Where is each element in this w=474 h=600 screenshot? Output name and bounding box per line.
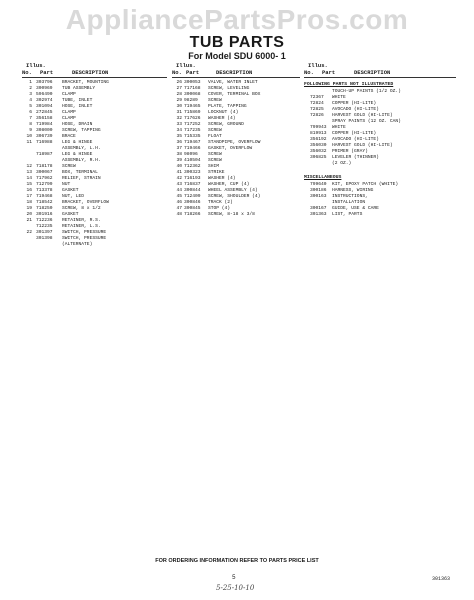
illus-no: 39 — [176, 158, 182, 163]
description: SWITCH, PRESSURE — [62, 230, 107, 235]
description: TUBE, INLET — [62, 98, 93, 103]
header-rule — [304, 77, 456, 78]
part-no: 712409 — [184, 194, 201, 199]
part-no: 596490 — [36, 92, 53, 97]
part-no: 715869 — [184, 110, 201, 115]
illus-no: 40 — [176, 164, 182, 169]
illus-no: 38 — [176, 152, 182, 157]
table-row — [304, 161, 456, 167]
part-no: 98096 — [184, 152, 198, 157]
illus-no: 17 — [26, 194, 32, 199]
illus-no: 4 — [29, 98, 32, 103]
description: RELIEF, STRAIN — [62, 176, 101, 181]
description: WHEEL ASSEMBLY (4) — [208, 188, 258, 193]
part-no: 272845 — [36, 110, 53, 115]
description: BRACKET, OVERFLOW — [62, 200, 109, 205]
description: SCREW — [208, 98, 222, 103]
part-no: 713378 — [36, 188, 53, 193]
section-heading-not-illustrated: FOLLOWING PARTS NOT ILLUSTRATED — [304, 82, 394, 87]
description: ASSEMBLY, L.H. — [62, 146, 101, 151]
part-no: 717235 — [184, 128, 201, 133]
part-no: 712362 — [184, 164, 201, 169]
description: SCREW, GROUND — [208, 122, 244, 127]
illus-no: 29 — [176, 98, 182, 103]
part-no: 712236 — [36, 218, 53, 223]
part-no: 718266 — [184, 212, 201, 217]
description: TOUCH-UP PAINTS (1/2 OZ.) — [332, 89, 401, 94]
page-title: TUB PARTS — [189, 34, 285, 51]
description: SWITCH, PRESSURE — [62, 236, 107, 241]
description: SCREW — [62, 164, 76, 169]
description: HARVEST GOLD (HI-LITE) — [332, 113, 393, 118]
illus-no: 9 — [29, 128, 32, 133]
description: INSTALLATION — [332, 200, 366, 205]
part-no: 715335 — [184, 134, 201, 139]
part-no: 719466 — [184, 146, 201, 151]
parts-column-3 — [304, 63, 456, 218]
description: GUIDE, USE & CARE — [332, 206, 379, 211]
illus-no: 5 — [29, 104, 32, 109]
part-no: 799943 — [310, 125, 327, 130]
part-no: 300163 — [310, 194, 327, 199]
parts-column-2 — [172, 63, 300, 218]
illus-no: 8 — [29, 122, 32, 127]
parts-list — [304, 89, 456, 167]
part-no: 300067 — [36, 170, 53, 175]
illus-no: 1 — [29, 80, 32, 85]
illus-no: 36 — [176, 140, 182, 145]
ordering-footer: FOR ORDERING INFORMATION REFER TO PARTS PRICE LIST — [155, 558, 319, 564]
part-no: 719465 — [184, 104, 201, 109]
description: WASHER (4) — [208, 176, 236, 181]
part-no: 300167 — [310, 206, 327, 211]
illus-no: 26 — [176, 80, 182, 85]
description: LOCKNUT (4) — [208, 110, 239, 115]
part-no: 719467 — [184, 140, 201, 145]
description: FLOAT — [208, 134, 222, 139]
description: NUT, LED — [62, 194, 85, 199]
illus-no: 42 — [176, 176, 182, 181]
description: SCREW, SHOULDER (4) — [208, 194, 261, 199]
description: AVOCADO (HI-LITE) — [332, 107, 379, 112]
description: HOSE, INLET — [62, 104, 93, 109]
part-no: 72826 — [310, 113, 324, 118]
description: HARVEST GOLD (HI-LITE) — [332, 143, 393, 148]
illus-no: 32 — [176, 116, 182, 121]
description: WASHER (4) — [208, 116, 236, 121]
illus-no: 37 — [176, 146, 182, 151]
description: RETAINER, R.S. — [62, 218, 101, 223]
illus-no: 13 — [26, 170, 32, 175]
description: TRACK (2) — [208, 200, 233, 205]
part-no: 300845 — [184, 206, 201, 211]
part-no: 72824 — [310, 101, 324, 106]
document-reference: 301363 — [432, 576, 451, 582]
description: LEG & HINGE — [62, 140, 93, 145]
illus-no: 14 — [26, 176, 32, 181]
header-no: No. — [304, 69, 314, 76]
part-no: 410504 — [184, 158, 201, 163]
description: KIT, EPOXY PATCH (WHITE) — [332, 182, 399, 187]
part-no: 718987 — [36, 152, 53, 157]
description: SCREW — [208, 158, 222, 163]
illus-no: 45 — [176, 194, 182, 199]
header-rule — [22, 77, 167, 78]
part-no: 717962 — [36, 176, 53, 181]
description: SCREW, 8 x 1/2 — [62, 206, 101, 211]
column-header — [22, 63, 167, 77]
header-rule — [172, 77, 300, 78]
illus-no: 27 — [176, 86, 182, 91]
description: SCREW, 8-18 x 3/8 — [208, 212, 255, 217]
description: GASKET, OVERFLOW — [208, 146, 253, 151]
part-no: 717168 — [184, 86, 201, 91]
description: (ALTERNATE) — [62, 242, 93, 247]
part-no: 717626 — [184, 116, 201, 121]
part-no: 300846 — [184, 200, 201, 205]
description: WASHER, CUP (4) — [208, 182, 250, 187]
part-no: 300323 — [184, 170, 201, 175]
illus-no: 30 — [176, 104, 182, 109]
illus-no: 22 — [26, 230, 32, 235]
header-no: No. — [172, 69, 182, 76]
illus-no: 41 — [176, 170, 182, 175]
part-no: 718178 — [36, 164, 53, 169]
description: BOX, TERMINAL — [62, 170, 98, 175]
model-subtitle: For Model SDU 6000- 1 — [188, 51, 286, 61]
description: LIST, PARTS — [332, 212, 363, 217]
part-no: 300969 — [36, 86, 53, 91]
header-illus: Illus. — [26, 62, 46, 69]
part-no: 300186 — [310, 188, 327, 193]
header-no: No. — [22, 69, 32, 76]
description: STANDPIPE, OVERFLOW — [208, 140, 261, 145]
section-heading-miscellaneous: MISCELLANEOUS — [304, 175, 342, 180]
part-no: 72367 — [310, 95, 324, 100]
part-no: 799640 — [310, 182, 327, 187]
illus-no: 44 — [176, 188, 182, 193]
header-part: Part — [186, 69, 200, 76]
illus-no: 2 — [29, 86, 32, 91]
illus-no: 34 — [176, 128, 182, 133]
part-no: 72825 — [310, 107, 324, 112]
description: LEG & HINGE — [62, 152, 93, 157]
part-no: 300053 — [184, 80, 201, 85]
illus-no: 20 — [26, 212, 32, 217]
description: WHITE — [332, 95, 346, 100]
illus-no: 7 — [29, 116, 32, 121]
description: SPRAY PAINTS (12 OZ. CAN) — [332, 119, 401, 124]
header-description: DESCRIPTION — [216, 69, 253, 76]
header-illus: Illus. — [176, 62, 196, 69]
description: PLATE, TAPPING — [208, 104, 247, 109]
illus-no: 48 — [176, 212, 182, 217]
table-row — [172, 212, 300, 218]
illus-no: 6 — [29, 110, 32, 115]
illus-no: 18 — [26, 200, 32, 205]
handwritten-note: 5-25-10-10 — [216, 584, 255, 592]
part-no: 719984 — [36, 122, 53, 127]
description: SCREW — [208, 128, 222, 133]
description: SHIM — [208, 164, 220, 169]
description: TUB ASSEMBLY — [62, 86, 96, 91]
illus-no: 35 — [176, 134, 182, 139]
description: VALVE, WATER INLET — [208, 80, 258, 85]
illus-no: 46 — [176, 200, 182, 205]
illus-no: 33 — [176, 122, 182, 127]
illus-no: 3 — [29, 92, 32, 97]
column-header — [304, 63, 456, 77]
part-no: 300068 — [184, 92, 201, 97]
part-no: 300844 — [184, 188, 201, 193]
part-no: 356032 — [310, 149, 327, 154]
part-no: 712235 — [36, 224, 53, 229]
description: BRACKET, MOUNTING — [62, 80, 109, 85]
part-no: 719468 — [36, 194, 53, 199]
part-no: 356192 — [310, 137, 327, 142]
description: COPPER (HI-LITE) — [332, 131, 377, 136]
header-part: Part — [40, 69, 54, 76]
description: LEVELER (THINNER) — [332, 155, 379, 160]
illus-no: 12 — [26, 164, 32, 169]
description: ASSEMBLY, R.H. — [62, 158, 101, 163]
description: HARNESS, WIRING — [332, 188, 374, 193]
description: COVER, TERMINAL BOX — [208, 92, 261, 97]
illus-no: 47 — [176, 206, 182, 211]
description: SCREW, TAPPING — [62, 128, 101, 133]
description: GASKET — [62, 188, 79, 193]
parts-list — [22, 80, 167, 248]
description: CLAMP — [62, 92, 76, 97]
illus-no: 31 — [176, 110, 182, 115]
table-row — [304, 212, 456, 218]
part-no: 301363 — [310, 212, 327, 217]
parts-column-1 — [22, 63, 167, 248]
description: INSTRUCTIONS, — [332, 194, 368, 199]
illus-no: 21 — [26, 218, 32, 223]
description: (2 OZ.) — [332, 161, 352, 166]
site-watermark: AppliancePartsPros.com — [65, 4, 409, 35]
part-no: 356158 — [36, 116, 53, 121]
part-no: 718250 — [36, 206, 53, 211]
column-header — [172, 63, 300, 77]
illus-no: 28 — [176, 92, 182, 97]
description: SCREW, LEVELING — [208, 86, 250, 91]
part-no: 308000 — [36, 128, 53, 133]
description: NUT — [62, 182, 71, 187]
description: COPPER (HI-LITE) — [332, 101, 377, 106]
illus-no: 19 — [26, 206, 32, 211]
part-no: 306739 — [36, 134, 53, 139]
part-no: 98289 — [184, 98, 198, 103]
part-no: 712799 — [36, 182, 53, 187]
description: BRACE — [62, 134, 76, 139]
part-no: 716837 — [184, 182, 201, 187]
description: SCREW — [208, 152, 222, 157]
description: WHITE — [332, 125, 346, 130]
part-no: 716988 — [36, 140, 53, 145]
header-illus: Illus. — [308, 62, 328, 69]
part-no: 301916 — [36, 212, 53, 217]
header-part: Part — [322, 69, 336, 76]
header-description: DESCRIPTION — [72, 69, 109, 76]
illus-no: 16 — [26, 188, 32, 193]
parts-list — [304, 182, 456, 218]
part-no: 716193 — [184, 176, 201, 181]
part-no: 819913 — [310, 131, 327, 136]
page-number: 5 — [232, 574, 236, 581]
description: AVOCADO (HI-LITE) — [332, 137, 379, 142]
illus-no: 15 — [26, 182, 32, 187]
illus-no: 43 — [176, 182, 182, 187]
illus-no: 11 — [26, 140, 32, 145]
description: PRIMER (GRAY) — [332, 149, 368, 154]
description: CLAMP — [62, 116, 76, 121]
description: CLAMP — [62, 110, 76, 115]
part-no: 303796 — [36, 80, 53, 85]
part-no: 356030 — [310, 143, 327, 148]
description: RETAINER, L.S. — [62, 224, 101, 229]
part-no: 301094 — [36, 104, 53, 109]
description: GASKET — [62, 212, 79, 217]
description: HOSE, DRAIN — [62, 122, 93, 127]
part-no: 717252 — [184, 122, 201, 127]
parts-list — [172, 80, 300, 218]
description: STRIKE — [208, 170, 225, 175]
table-row — [22, 242, 167, 248]
part-no: 301397 — [36, 230, 53, 235]
part-no: 302974 — [36, 98, 53, 103]
illus-no: 10 — [26, 134, 32, 139]
part-no: 301398 — [36, 236, 53, 241]
description: STOP (4) — [208, 206, 231, 211]
part-no: 718542 — [36, 200, 53, 205]
header-description: DESCRIPTION — [354, 69, 391, 76]
part-no: 306825 — [310, 155, 327, 160]
